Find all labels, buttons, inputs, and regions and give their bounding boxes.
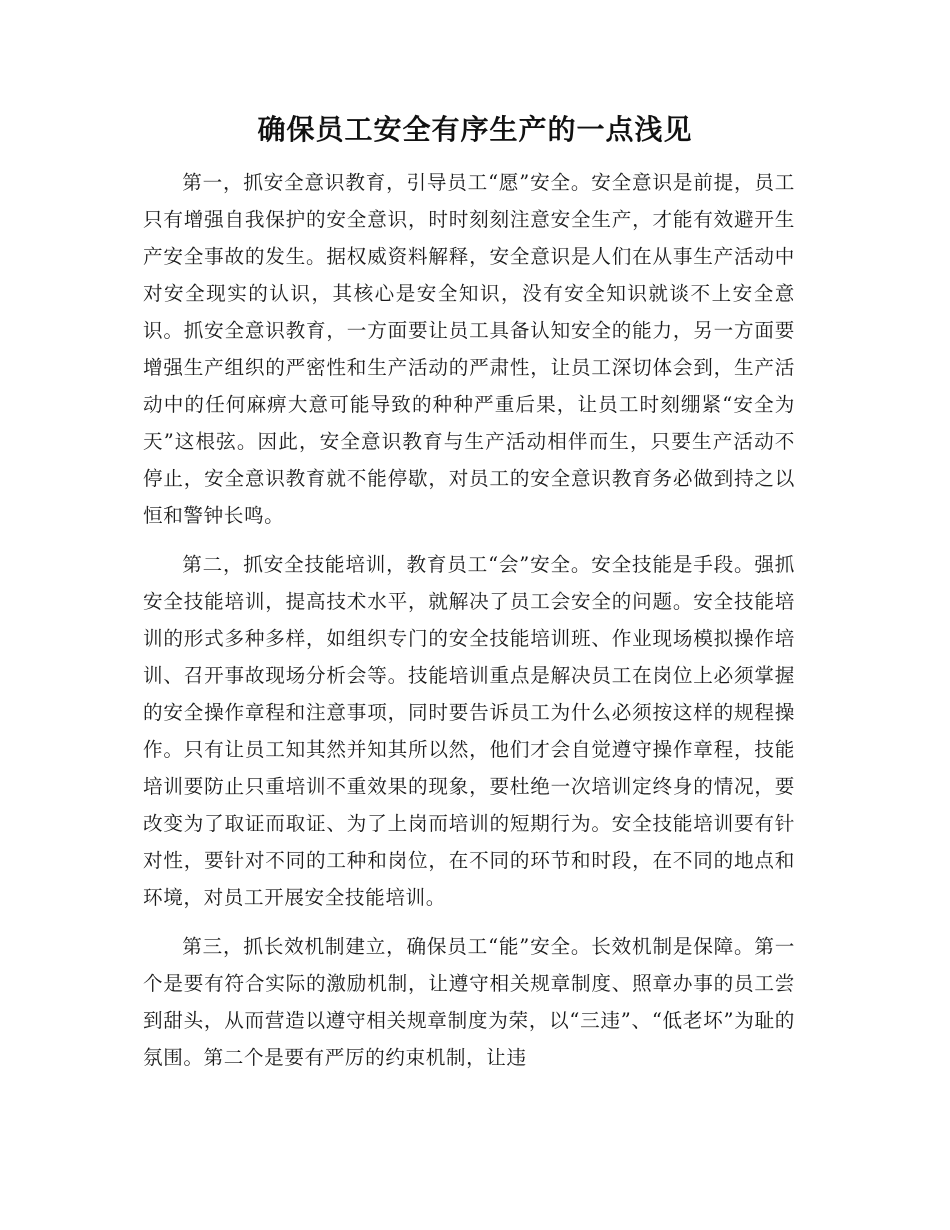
paragraph-1: 第一，抓安全意识教育，引导员工“愿”安全。安全意识是前提，员工只有增强自我保护的安全意识，时时刻刻注意安全生产，才能有效避开生产安全事故的发生。据权威资料解释，安全意识是人们在从事生产活动中对安全现实的认识，其核心是安全知识，没有安全知识就谈不上安全意识。抓安全意识教育，一方面要让员工具备认知安全的能力，另一方面要增强生产组织的严密性和生产活动的严肃性，让员工深切体会到，生产活动中的任何麻痹大意可能导致的种种严重后果，让员工时刻绷紧“安全为天”这根弦。因此，安全意识教育与生产活动相伴而生，只要生产活动不停止，安全意识教育就不能停歇，对员工的安全意识教育务必做到持之以恒和警钟长鸣。: [143, 171, 795, 527]
paragraph-2: 第二，抓安全技能培训，教育员工“会”安全。安全技能是手段。强抓安全技能培训，提高技术水平，就解决了员工会安全的问题。安全技能培训的形式多种多样，如组织专门的安全技能培训班、作业现场模拟操作培训、召开事故现场分析会等。技能培训重点是解决员工在岗位上必须掌握的安全操作章程和注意事项，同时要告诉员工为什么必须按这样的规程操作。只有让员工知其然并知其所以然，他们才会自觉遵守操作章程，技能培训要防止只重培训不重效果的现象，要杜绝一次培训定终身的情况，要改变为了取证而取证、为了上岗而培训的短期行为。安全技能培训要有针对性，要针对不同的工种和岗位，在不同的环节和时段，在不同的地点和环境，对员工开展安全技能培训。: [143, 553, 795, 909]
page-title: 确保员工安全有序生产的一点浅见: [257, 113, 693, 146]
paragraph-3: 第三，抓长效机制建立，确保员工“能”安全。长效机制是保障。第一个是要有符合实际的激励机制，让遵守相关规章制度、照章办事的员工尝到甜头，从而营造以遵守相关规章制度为荣，以“三违”、“低老坏”为耻的氛围。第二个是要有严厉的约束机制，让违: [143, 935, 795, 1069]
document-body: [143, 164, 795, 1088]
